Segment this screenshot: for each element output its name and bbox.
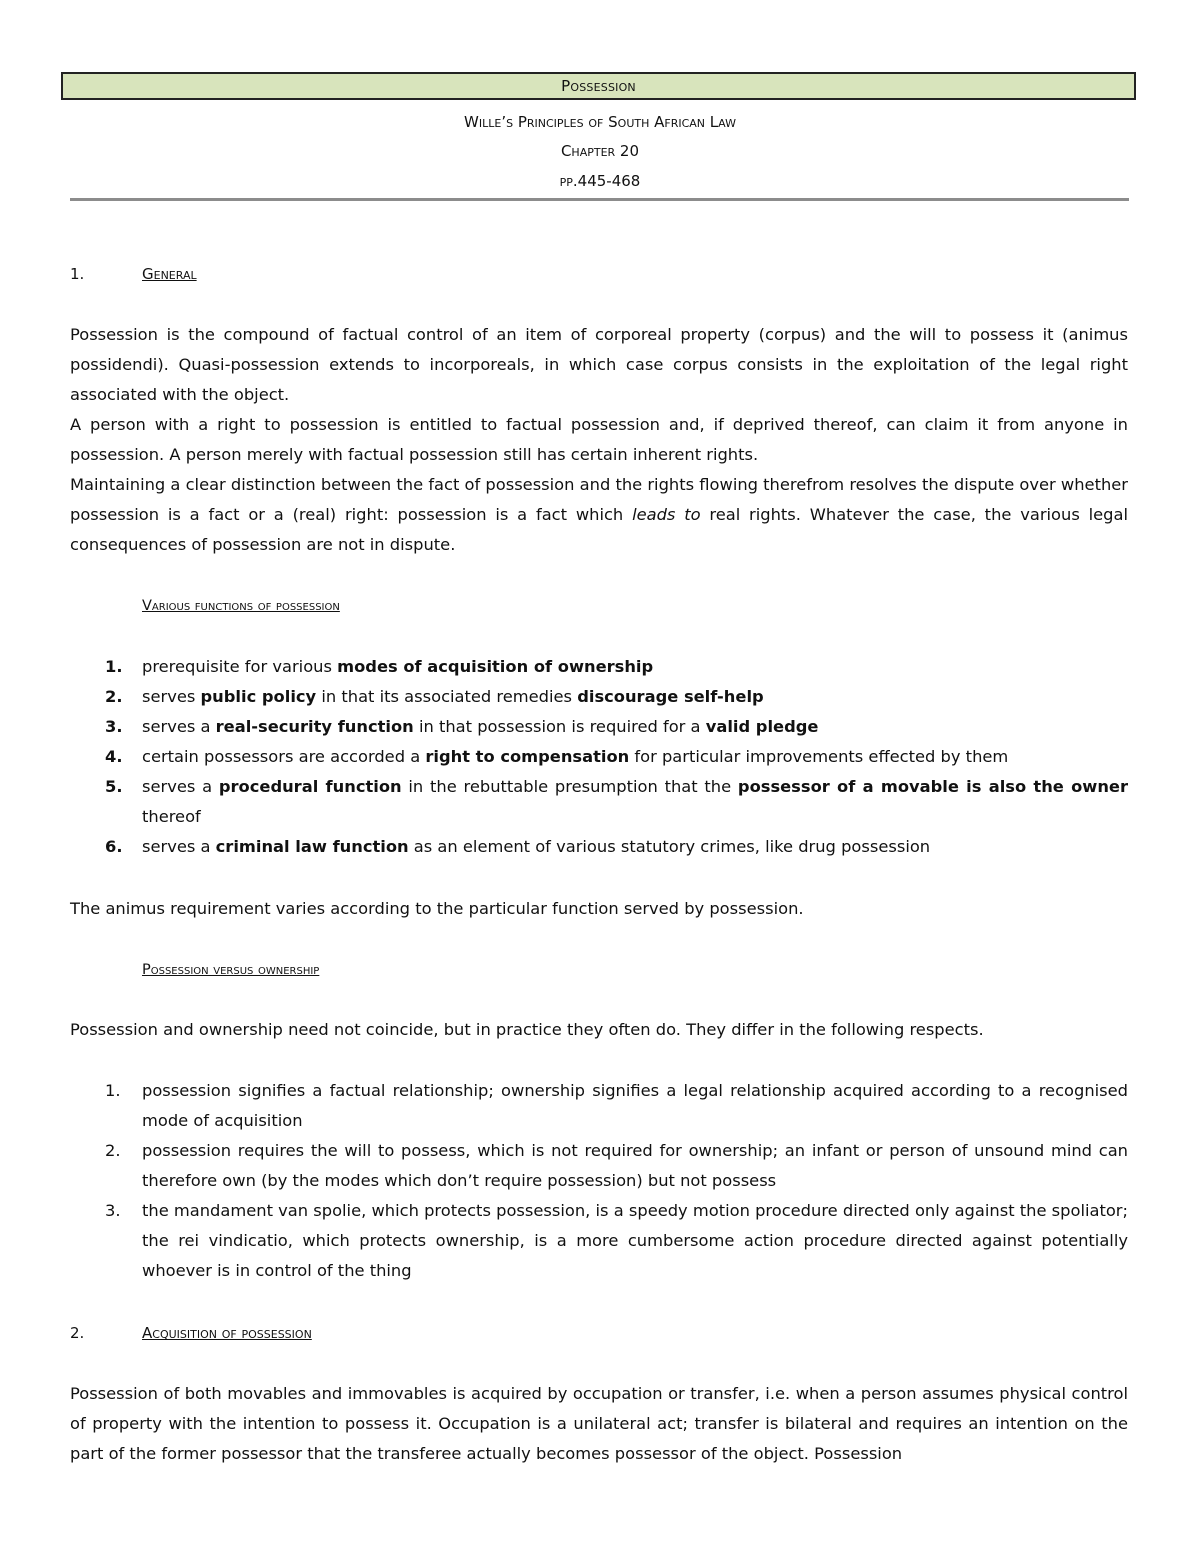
item-text: possession requires the will to possess, which is not required for ownership; an infant or person of unsound mind can therefore own (by the modes which don’t require possession) but not possess [142,1141,1128,1190]
item-text: serves a [142,837,216,856]
item-text: as an element of various statutory crimes, like drug possession [408,837,931,856]
list-item [70,1196,1128,1286]
list-item [70,682,1128,712]
item-text: in that possession is required for a [413,717,706,736]
possession-vs-ownership-heading: Possession versus ownership [142,962,320,978]
list-number: 3. [105,1201,121,1220]
page-range: pp.445-468 [559,172,641,190]
item-text: possession signifies a factual relationship; ownership signifies a legal relationship acquired according to a recognised mode of acquisition [142,1081,1128,1130]
functions-heading: Various functions of possession [142,598,340,614]
document-title: Possession [61,72,1136,100]
section-2-heading [70,1324,312,1342]
list-item [70,772,1128,832]
differences-list [70,1076,1128,1286]
list-item [70,652,1128,682]
item-text: prerequisite for various [142,657,338,676]
vs-intro: Possession and ownership need not coincide, but in practice they often do. They differ in the following respects. [70,1020,984,1039]
item-bold: modes of acquisition of ownership [337,657,654,676]
item-bold: public policy [200,687,317,706]
item-text: serves [142,687,201,706]
acquisition-paragraph: Possession of both movables and immovables is acquired by occupation or transfer, i.e. when a person assumes physical control of property with the intention to possess it. Occupation is a unilateral act; transfer is bilateral and requires an intention on the part of the former possessor that the transferee actually becomes possessor of the object. Possession [70,1384,1128,1463]
section-1-heading [70,265,197,283]
header-divider [70,198,1129,201]
list-item [70,712,1128,742]
list-number: 6. [105,837,123,856]
para3-text-a: Maintaining a clear distinction between the fact of possession and the rights flowing therefrom resolves the dispute over whether possession is a fact or a (real) right: possession is a fact which [70,475,1128,524]
list-item [70,1076,1128,1136]
list-item [70,1136,1128,1196]
list-item [70,742,1128,772]
animus-note: The animus requirement varies according to the particular function served by possession. [70,899,804,918]
list-number: 1. [105,657,123,676]
list-number: 2. [105,1141,121,1160]
list-number: 2. [105,687,123,706]
para3-text-b: real rights. Whatever the case, the various legal consequences of possession are not in dispute. [70,505,1128,554]
functions-list [70,652,1128,862]
item-text: the mandament van spolie, which protects possession, is a speedy motion procedure directed only against the spoliator; the rei vindicatio, which protects ownership, is a more cumbersome action procedure directed against potentially whoever is in control of the thing [142,1201,1128,1280]
chapter-label: Chapter 20 [560,142,640,160]
book-title: Wille’s Principles of South African Law [464,113,736,131]
para3-emphasis: leads to [632,505,701,524]
item-text: serves a [142,717,216,736]
item-bold: discourage self-help [577,687,764,706]
general-paragraph-2: A person with a right to possession is entitled to factual possession and, if deprived thereof, can claim it from anyone in possession. A person merely with factual possession still has certain inherent rights. [70,415,1128,464]
item-text: thereof [142,807,201,826]
item-bold: valid pledge [705,717,819,736]
list-number: 3. [105,717,123,736]
list-item [70,832,1128,862]
list-number: 1. [105,1081,121,1100]
list-number: 5. [105,777,123,796]
section-2-number: 2. [70,1324,85,1342]
item-bold: procedural function [218,777,402,796]
item-bold: criminal law function [215,837,409,856]
item-bold: real-security function [215,717,414,736]
item-text: in the rebuttable presumption that the [401,777,738,796]
item-text: for particular improvements effected by them [629,747,1009,766]
general-paragraph-3 [70,470,1128,560]
section-2-title: Acquisition of possession [142,1324,312,1342]
general-paragraph-1: Possession is the compound of factual control of an item of corporeal property (corpus) and the will to possess it (animus possidendi). Quasi-possession extends to incorporeals, in which case corpus consists in the exploitation of the legal right associated with the object. [70,325,1128,404]
section-1-title: General [142,265,197,283]
item-text: in that its associated remedies [316,687,578,706]
item-bold: possessor of a movable is also the owner [737,777,1128,796]
item-bold: right to compensation [425,747,630,766]
item-text: serves a [142,777,219,796]
list-number: 4. [105,747,123,766]
item-text: certain possessors are accorded a [142,747,426,766]
section-1-number: 1. [70,265,85,283]
